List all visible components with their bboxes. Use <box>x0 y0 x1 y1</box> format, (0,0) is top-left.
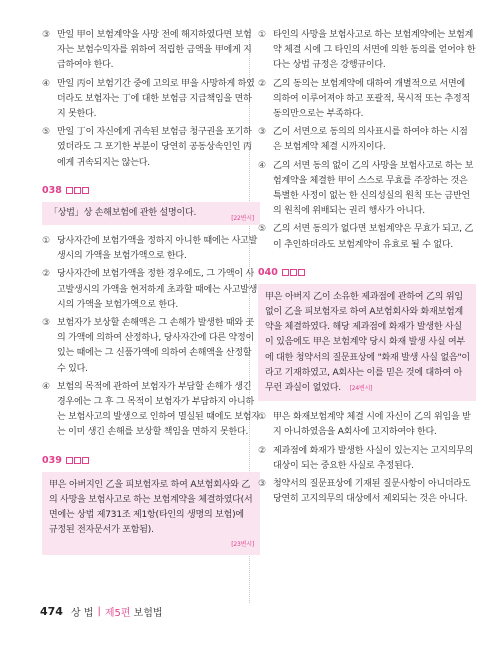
option-item <box>258 28 476 74</box>
review-checkbox <box>66 187 73 194</box>
question-038-box <box>42 202 260 225</box>
option-number: ④ <box>42 381 50 392</box>
option-text: 乙이 서면으로 동의의 의사표시를 하여야 하는 시점은 보험계약 체결 시까지이다. <box>273 127 468 153</box>
exam-tag: [22변시] <box>231 214 254 222</box>
question-039-header <box>42 455 260 466</box>
option-item <box>258 410 476 440</box>
option-number: ③ <box>42 30 50 40</box>
option-item <box>42 316 260 377</box>
question-number: 040 <box>258 266 278 278</box>
option-text: 보험자가 보상할 손해액은 그 손해가 발생한 때와 곳의 가액에 의하여 산정하나, 당사자간에 다른 약정이 있는 때에는 그 신품가액에 의하여 손해액을 산정할 수 있다. <box>57 318 255 374</box>
option-item <box>42 234 260 264</box>
exam-tag: [24변시] <box>349 385 373 393</box>
review-checkbox <box>74 457 81 464</box>
page-number: 474 <box>40 605 63 618</box>
question-number: 038 <box>42 184 62 196</box>
review-checkbox <box>66 457 73 464</box>
left-column <box>42 28 260 564</box>
option-text: 만일 甲이 보험계약을 사망 전에 해지하였다면 보험자는 보험수익자를 위하여 적립한 금액을 甲에게 지급하여야 한다. <box>57 30 252 71</box>
question-number: 039 <box>42 454 62 466</box>
option-text: 타인의 사망을 보험사고로 하는 보험계약에는 보험계약 체결 시에 그 타인의 서면에 의한 동의를 얻어야 한다는 상법 규정은 강행규이다. <box>273 30 476 71</box>
question-040-header <box>258 267 476 278</box>
option-number: ③ <box>258 127 266 138</box>
footer-separator: | <box>97 606 101 617</box>
option-item <box>42 28 260 74</box>
option-number: ② <box>258 78 266 89</box>
option-item <box>258 159 476 220</box>
question-039-box <box>42 472 260 556</box>
subject-label: 상 법 <box>70 608 94 619</box>
option-text: 甲은 화재보험계약 체결 시에 자신이 乙의 위임을 받지 아니하였음을 A회사에 고지하여야 한다. <box>273 412 471 438</box>
option-text: 乙의 서면 동의 없이 乙의 사망을 보험사고로 하는 보험계약을 체결한 甲이 스스로 무효를 주장하는 것은 특별한 사정이 없는 한 신의성실의 원칙 또는 금반언의 원칙에 위배되는 권리 행사가 아니다. <box>273 160 474 217</box>
option-item <box>42 125 260 171</box>
review-checkboxes <box>66 457 89 464</box>
option-number: ⑤ <box>258 224 266 235</box>
option-item <box>42 77 260 123</box>
option-text: 당사자간에 보험가액을 정하지 아니한 때에는 사고발생시의 가액을 보험가액으로 한다. <box>57 236 258 262</box>
question-text: 甲은 아버지 乙이 소유한 제과점에 관하여 乙의 위임 없이 乙을 피보험자로 하여 A보험회사와 화재보험계약을 체결하였다. 해당 제과점에 화재가 발생한 사실이 있음에도 甲은 보험계약 당시 화재 발생 사실 여부에 대한 청약서의 질문표상에 "화재 발생 사실 없음"이라고 기재하였고, A회사는 이를 믿은 것에 대하여 아무런 과실이 없었다. <box>265 291 470 394</box>
option-text: 乙의 서면 동의가 없다면 보험계약은 무효가 되고, 乙이 추인하더라도 보험계약이 유효로 될 수 없다. <box>273 224 474 250</box>
option-item <box>258 77 476 123</box>
review-checkbox <box>82 187 89 194</box>
option-text: 만일 丁이 자신에게 귀속된 보험금 청구권을 포기하였더라도 그 포기한 부분이 당연히 공동상속인인 丙에게 귀속되지는 않는다. <box>57 127 252 168</box>
option-item <box>258 125 476 155</box>
option-item <box>258 477 476 507</box>
review-checkbox <box>290 269 297 276</box>
option-number: ④ <box>42 78 50 89</box>
option-number: ③ <box>258 479 266 490</box>
option-item <box>42 380 260 441</box>
review-checkbox <box>74 187 81 194</box>
exam-tag: [23변시] <box>231 541 254 549</box>
review-checkbox <box>82 457 89 464</box>
review-checkbox <box>282 269 289 276</box>
part-title: 보험법 <box>133 608 163 619</box>
question-038-header <box>42 185 260 196</box>
left-top-options <box>42 28 260 171</box>
option-text: 만일 丙이 보험기간 중에 고의로 甲을 사망하게 하였더라도 보험자는 丁에 대한 보험금 지급책임을 면하지 못한다. <box>57 78 255 120</box>
question-text: 甲은 아버지인 乙을 피보험자로 하여 A보험회사와 乙의 사망을 보험사고로 하는 보험계약을 체결하였다(서면에는 상법 제731조 제1항(타인의 생명의 보험)에 규정된 전자문서가 포함됨). <box>49 479 253 536</box>
option-item <box>42 267 260 313</box>
option-number: ② <box>42 269 50 280</box>
review-checkboxes <box>282 269 305 276</box>
review-checkbox <box>298 269 305 276</box>
question-040-box <box>258 284 476 401</box>
option-number: ① <box>258 412 266 423</box>
option-text: 청약서의 질문표상에 기재된 질문사항이 아니더라도 당연히 고지의무의 대상에서 제외되는 것은 아니다. <box>273 479 471 505</box>
option-item <box>258 222 476 252</box>
option-item <box>258 444 476 474</box>
option-number: ⑤ <box>42 127 50 138</box>
option-number: ④ <box>258 160 266 171</box>
option-number: ① <box>42 236 50 247</box>
option-number: ② <box>258 445 266 456</box>
option-number: ③ <box>42 318 50 329</box>
option-number: ① <box>258 30 266 40</box>
review-checkboxes <box>66 187 89 194</box>
option-text: 乙의 동의는 보험계약에 대하여 개별적으로 서면에 의하여 이루어져야 하고 포괄적, 묵시적 또는 추정적 동의만으로는 부족하다. <box>273 78 471 120</box>
option-text: 제과점에 화재가 발생한 사실이 있는지는 고지의무의 대상이 되는 중요한 사실로 추정된다. <box>273 445 474 471</box>
right-column <box>258 28 476 510</box>
option-text: 당사자간에 보험가액을 정한 경우에도, 그 가액이 사고발생시의 가액을 현저하게 초과할 때에는 사고발생시의 가액을 보험가액으로 한다. <box>57 269 258 310</box>
part-label: 제5편 <box>104 608 131 619</box>
option-text: 보험의 목적에 관하여 보험자가 부담할 손해가 생긴 경우에는 그 후 그 목적이 보험자가 부담하지 아니하는 보험사고의 발생으로 인하여 멸실된 때에도 보험자는 이미 생긴 손해를 보상할 책임을 면하지 못한다. <box>57 381 260 438</box>
page-footer <box>40 604 163 619</box>
question-text: 「상법」상 손해보험에 관한 설명이다. <box>49 207 197 218</box>
